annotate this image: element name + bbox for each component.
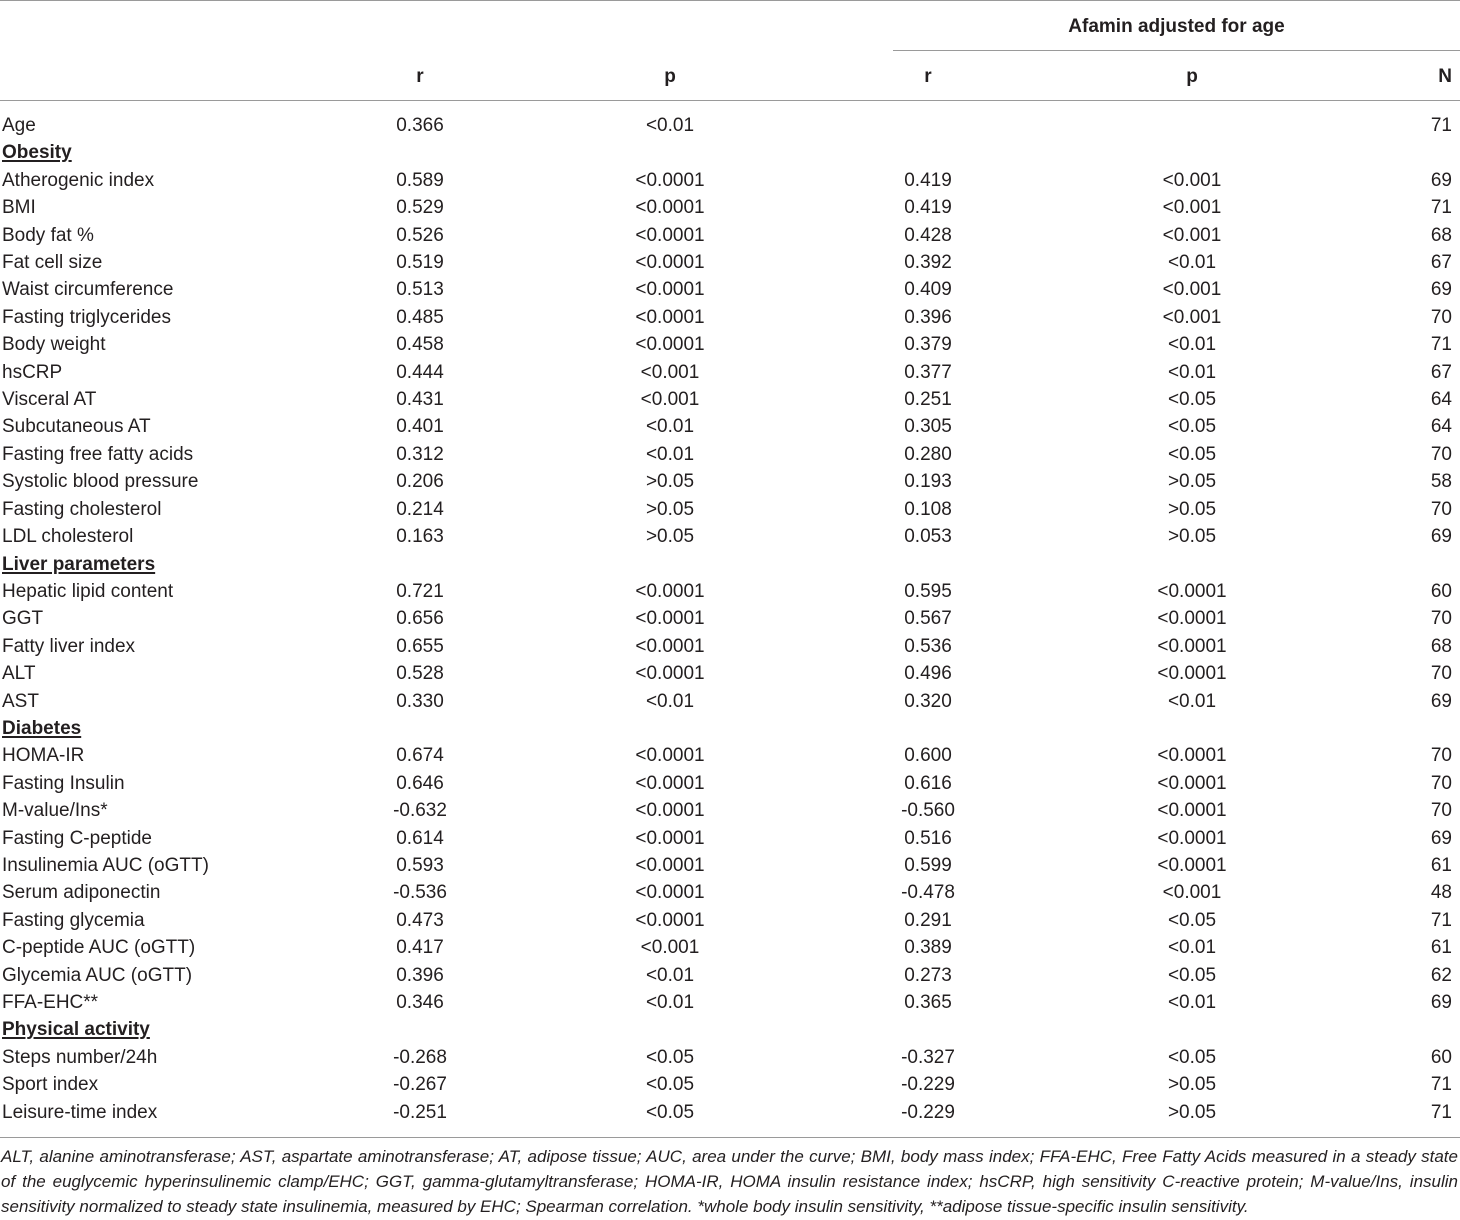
header-p: p xyxy=(664,66,676,87)
table-row xyxy=(0,660,1460,687)
r-adjusted-value: 0.536 xyxy=(904,635,952,657)
p-adjusted-value: <0.0001 xyxy=(1157,580,1227,602)
r-value: 0.674 xyxy=(396,745,444,767)
table-row xyxy=(0,468,1460,495)
r-value: 0.417 xyxy=(396,937,444,959)
table-row xyxy=(0,797,1460,824)
r-value: 0.366 xyxy=(396,115,444,136)
r-value: 0.473 xyxy=(396,909,444,931)
column-header-row xyxy=(0,63,1460,91)
table-body xyxy=(0,112,1460,1126)
r-adjusted-value: 0.280 xyxy=(904,443,952,465)
p-value: <0.01 xyxy=(645,992,695,1013)
row-label: Fasting Insulin xyxy=(2,772,125,794)
n-value: 71 xyxy=(1430,334,1452,356)
p-adjusted-value: <0.001 xyxy=(1162,169,1222,191)
r-value: 0.528 xyxy=(396,663,444,685)
n-value: 69 xyxy=(1430,690,1452,712)
n-value: 69 xyxy=(1430,992,1452,1013)
row-label: Fasting C-peptide xyxy=(2,827,152,849)
p-adjusted-value: <0.0001 xyxy=(1157,827,1227,849)
r-value: -0.251 xyxy=(393,1101,447,1123)
n-value: 69 xyxy=(1430,279,1452,301)
p-adjusted-value: <0.0001 xyxy=(1157,663,1227,685)
n-value: 68 xyxy=(1430,224,1452,246)
p-adjusted-value: <0.05 xyxy=(1167,389,1217,411)
p-adjusted-value xyxy=(1056,112,1328,139)
row-label: Fatty liver index xyxy=(2,635,136,657)
n-value: 69 xyxy=(1430,827,1452,849)
table-row xyxy=(0,331,1460,358)
p-value: <0.05 xyxy=(645,1101,695,1123)
r-value: -0.268 xyxy=(393,1046,447,1068)
row-label: Fasting cholesterol xyxy=(2,498,162,520)
n-value: 62 xyxy=(1430,964,1452,986)
p-value: >0.05 xyxy=(645,498,695,520)
p-adjusted-value: <0.01 xyxy=(1167,361,1217,383)
p-adjusted-value: <0.05 xyxy=(1167,964,1217,986)
table-bottom-rule xyxy=(0,1137,1460,1138)
n-value: 71 xyxy=(1430,909,1452,931)
row-label: Hepatic lipid content xyxy=(2,580,174,602)
n-value: 71 xyxy=(1430,1074,1452,1096)
table-row xyxy=(0,249,1460,276)
p-value: <0.0001 xyxy=(635,252,705,274)
r-adjusted-value: 0.389 xyxy=(904,937,952,959)
r-value: 0.346 xyxy=(396,992,444,1013)
table-row xyxy=(0,496,1460,523)
r-adjusted-value: 0.365 xyxy=(904,992,952,1013)
header-r: r xyxy=(416,66,424,87)
r-value: 0.444 xyxy=(396,361,444,383)
row-label: LDL cholesterol xyxy=(2,526,134,548)
p-value: <0.05 xyxy=(645,1074,695,1096)
p-adjusted-value: <0.001 xyxy=(1162,882,1222,904)
r-value: 0.519 xyxy=(396,252,444,274)
r-adjusted-value: 0.320 xyxy=(904,690,952,712)
p-value: <0.01 xyxy=(645,964,695,986)
p-value: <0.0001 xyxy=(635,279,705,301)
r-value: 0.431 xyxy=(396,389,444,411)
r-value: 0.721 xyxy=(396,580,444,602)
r-value: -0.536 xyxy=(393,882,447,904)
n-value: 68 xyxy=(1430,635,1452,657)
table-row xyxy=(0,962,1460,989)
table-row xyxy=(0,194,1460,221)
p-value: <0.0001 xyxy=(635,635,705,657)
r-adjusted-value: 0.108 xyxy=(904,498,952,520)
r-adjusted-value: 0.567 xyxy=(904,608,952,630)
p-value: <0.0001 xyxy=(635,197,705,219)
table-row xyxy=(0,907,1460,934)
r-value: 0.513 xyxy=(396,279,444,301)
r-adjusted-value: 0.616 xyxy=(904,772,952,794)
r-adjusted-value: 0.599 xyxy=(904,854,952,876)
row-label: Serum adiponectin xyxy=(2,882,161,904)
row-label: Insulinemia AUC (oGTT) xyxy=(2,854,209,876)
p-adjusted-value: <0.01 xyxy=(1167,252,1217,274)
n-value: 70 xyxy=(1430,663,1452,685)
p-value: <0.0001 xyxy=(635,334,705,356)
n-value: 71 xyxy=(1430,1101,1452,1123)
n-value: 70 xyxy=(1430,608,1452,630)
table-row xyxy=(0,1099,1460,1126)
n-value: 58 xyxy=(1430,471,1452,493)
header-n: N xyxy=(1438,66,1452,87)
n-value: 64 xyxy=(1430,416,1452,438)
n-value: 60 xyxy=(1430,1046,1452,1068)
n-value: 61 xyxy=(1430,854,1452,876)
n-value: 70 xyxy=(1430,498,1452,520)
table-row xyxy=(0,359,1460,386)
p-value: <0.0001 xyxy=(635,800,705,822)
n-value: 64 xyxy=(1430,389,1452,411)
row-label: C-peptide AUC (oGTT) xyxy=(2,937,196,959)
p-value: <0.0001 xyxy=(635,909,705,931)
r-adjusted-value: 0.291 xyxy=(904,909,952,931)
table-row xyxy=(0,825,1460,852)
section-title: Obesity xyxy=(2,142,72,164)
p-adjusted-value: >0.05 xyxy=(1167,1101,1217,1123)
row-label: Fasting glycemia xyxy=(2,909,145,931)
p-value: <0.001 xyxy=(640,389,700,411)
p-value: <0.0001 xyxy=(635,772,705,794)
row-label: BMI xyxy=(2,197,36,219)
r-adjusted-value: 0.600 xyxy=(904,745,952,767)
section-header-row xyxy=(0,139,1460,166)
row-label: FFA-EHC** xyxy=(2,992,99,1013)
r-value: 0.614 xyxy=(396,827,444,849)
r-value: 0.526 xyxy=(396,224,444,246)
p-value: <0.01 xyxy=(645,690,695,712)
p-adjusted-value: <0.05 xyxy=(1167,909,1217,931)
row-label: Steps number/24h xyxy=(2,1046,158,1068)
p-adjusted-value: <0.0001 xyxy=(1157,745,1227,767)
r-value: 0.206 xyxy=(396,471,444,493)
r-value: 0.593 xyxy=(396,854,444,876)
table-top-rule xyxy=(0,0,1460,1)
n-value: 70 xyxy=(1430,745,1452,767)
row-label: Body weight xyxy=(2,334,106,356)
p-value: <0.0001 xyxy=(635,580,705,602)
p-value: >0.05 xyxy=(645,526,695,548)
row-label: Visceral AT xyxy=(2,389,97,411)
n-value: 67 xyxy=(1430,361,1452,383)
header-bottom-rule xyxy=(0,100,1460,101)
p-adjusted-value: <0.05 xyxy=(1167,1046,1217,1068)
p-adjusted-value: <0.0001 xyxy=(1157,854,1227,876)
section-header-row xyxy=(0,715,1460,742)
n-value: 71 xyxy=(1430,115,1452,136)
p-adjusted-value: >0.05 xyxy=(1167,1074,1217,1096)
r-value: 0.214 xyxy=(396,498,444,520)
r-value: 0.396 xyxy=(396,964,444,986)
row-label: Fasting triglycerides xyxy=(2,306,171,328)
group-header-afamin-adjusted: Afamin adjusted for age xyxy=(893,12,1460,51)
p-adjusted-value: <0.0001 xyxy=(1157,800,1227,822)
n-value: 69 xyxy=(1430,526,1452,548)
row-label: GGT xyxy=(2,608,44,630)
r-adjusted-value: 0.377 xyxy=(904,361,952,383)
r-value: -0.632 xyxy=(393,800,447,822)
table-row xyxy=(0,770,1460,797)
table-row xyxy=(0,633,1460,660)
table-row xyxy=(0,852,1460,879)
p-value: <0.01 xyxy=(645,443,695,465)
p-value: <0.0001 xyxy=(635,663,705,685)
r-adjusted-value: 0.305 xyxy=(904,416,952,438)
p-value: <0.01 xyxy=(645,115,695,136)
row-label: Leisure-time index xyxy=(2,1101,158,1123)
p-value: <0.001 xyxy=(640,361,700,383)
r-value: 0.589 xyxy=(396,169,444,191)
r-value: 0.655 xyxy=(396,635,444,657)
table-row xyxy=(0,989,1460,1016)
p-adjusted-value: <0.01 xyxy=(1167,937,1217,959)
r-value: 0.401 xyxy=(396,416,444,438)
r-adjusted-value: 0.595 xyxy=(904,580,952,602)
p-value: <0.0001 xyxy=(635,306,705,328)
p-adjusted-value: <0.001 xyxy=(1162,306,1222,328)
table-row xyxy=(0,413,1460,440)
p-adjusted-value: <0.0001 xyxy=(1157,608,1227,630)
r-adjusted-value: 0.428 xyxy=(904,224,952,246)
p-value: <0.01 xyxy=(645,416,695,438)
row-label: M-value/Ins* xyxy=(2,800,108,822)
p-value: <0.0001 xyxy=(635,169,705,191)
p-value: <0.0001 xyxy=(635,608,705,630)
r-adjusted-value: -0.478 xyxy=(901,882,955,904)
row-label: AST xyxy=(2,690,39,712)
p-value: <0.0001 xyxy=(635,854,705,876)
r-adjusted-value: 0.053 xyxy=(904,526,952,548)
r-adjusted-value: -0.327 xyxy=(901,1046,955,1068)
row-label: Fat cell size xyxy=(2,252,103,274)
table-row xyxy=(0,386,1460,413)
row-label: HOMA-IR xyxy=(2,745,85,767)
table-footnote: ALT, alanine aminotransferase; AST, aspartate aminotransferase; AT, adipose tissue; AUC, area under the curve; BMI, body mass index; FFA-EHC, Free Fatty Acids measured in a steady state of the euglycemic hyperinsulinemic clamp/EHC; GGT, gamma-glutamyltransferase; HOMA-IR, HOMA insulin resistance index; hsCRP, high sensitivity C-reactive protein; M-value/Ins, insulin sensitivity normalized to steady state insulinemia, measured by EHC; Spearman correlation. *whole body insulin sensitivity, **adipose tissue-specific insulin sensitivity. xyxy=(1,1147,1458,1216)
p-adjusted-value: <0.01 xyxy=(1167,690,1217,712)
r-value: 0.163 xyxy=(396,526,444,548)
p-adjusted-value: >0.05 xyxy=(1167,498,1217,520)
r-value: 0.646 xyxy=(396,772,444,794)
table-row xyxy=(0,742,1460,769)
r-adjusted-value: 0.251 xyxy=(904,389,952,411)
table-row xyxy=(0,1071,1460,1098)
section-title: Liver parameters xyxy=(2,553,156,575)
row-label: Sport index xyxy=(2,1074,99,1096)
p-adjusted-value: <0.001 xyxy=(1162,279,1222,301)
r-adjusted-value: 0.273 xyxy=(904,964,952,986)
n-value: 71 xyxy=(1430,197,1452,219)
table-row xyxy=(0,222,1460,249)
row-label: Systolic blood pressure xyxy=(2,471,199,493)
row-label: Subcutaneous AT xyxy=(2,416,151,438)
table-row xyxy=(0,1044,1460,1071)
r-adjusted-value: 0.496 xyxy=(904,663,952,685)
n-value: 70 xyxy=(1430,443,1452,465)
r-value: -0.267 xyxy=(393,1074,447,1096)
r-adjusted-value: -0.229 xyxy=(901,1101,955,1123)
r-adjusted-value: 0.396 xyxy=(904,306,952,328)
r-adjusted-value: -0.560 xyxy=(901,800,955,822)
row-label: Waist circumference xyxy=(2,279,174,301)
row-label: Body fat % xyxy=(2,224,94,246)
row-label: Fasting free fatty acids xyxy=(2,443,194,465)
r-value: 0.485 xyxy=(396,306,444,328)
row-label: ALT xyxy=(2,663,36,685)
p-value: <0.0001 xyxy=(635,882,705,904)
n-value: 70 xyxy=(1430,800,1452,822)
header-label-column xyxy=(0,63,300,91)
p-adjusted-value: <0.001 xyxy=(1162,197,1222,219)
row-label: Age xyxy=(2,115,36,136)
table-row xyxy=(0,879,1460,906)
r-value: 0.312 xyxy=(396,443,444,465)
row-label: hsCRP xyxy=(2,361,63,383)
p-adjusted-value: <0.05 xyxy=(1167,443,1217,465)
table-row xyxy=(0,276,1460,303)
table-row xyxy=(0,578,1460,605)
p-adjusted-value: >0.05 xyxy=(1167,471,1217,493)
n-value: 67 xyxy=(1430,252,1452,274)
p-adjusted-value: <0.01 xyxy=(1167,992,1217,1013)
p-value: >0.05 xyxy=(645,471,695,493)
table-row xyxy=(0,112,1460,139)
r-adjusted-value: 0.392 xyxy=(904,252,952,274)
n-value: 60 xyxy=(1430,580,1452,602)
r-value: 0.458 xyxy=(396,334,444,356)
p-adjusted-value: <0.0001 xyxy=(1157,635,1227,657)
p-value: <0.001 xyxy=(640,937,700,959)
table-row xyxy=(0,934,1460,961)
p-value: <0.0001 xyxy=(635,224,705,246)
n-value: 48 xyxy=(1430,882,1452,904)
p-value: <0.0001 xyxy=(635,745,705,767)
r-value: 0.656 xyxy=(396,608,444,630)
p-value: <0.0001 xyxy=(635,827,705,849)
p-adjusted-value: <0.001 xyxy=(1162,224,1222,246)
table-row xyxy=(0,523,1460,550)
r-adjusted-value: 0.379 xyxy=(904,334,952,356)
p-adjusted-value: <0.01 xyxy=(1167,334,1217,356)
table-row xyxy=(0,167,1460,194)
row-label: Glycemia AUC (oGTT) xyxy=(2,964,193,986)
r-value: 0.529 xyxy=(396,197,444,219)
r-adjusted-value: 0.419 xyxy=(904,197,952,219)
r-adjusted-value: 0.193 xyxy=(904,471,952,493)
header-p-adjusted: p xyxy=(1186,66,1198,87)
table-row xyxy=(0,304,1460,331)
table-row xyxy=(0,605,1460,632)
section-header-row xyxy=(0,551,1460,578)
n-value: 70 xyxy=(1430,306,1452,328)
p-adjusted-value: >0.05 xyxy=(1167,526,1217,548)
row-label: Atherogenic index xyxy=(2,169,155,191)
r-adjusted-value: -0.229 xyxy=(901,1074,955,1096)
table-row xyxy=(0,688,1460,715)
header-r-adjusted: r xyxy=(924,66,932,87)
p-value: <0.05 xyxy=(645,1046,695,1068)
section-header-row xyxy=(0,1016,1460,1043)
r-adjusted-value: 0.419 xyxy=(904,169,952,191)
n-value: 61 xyxy=(1430,937,1452,959)
r-adjusted-value: 0.409 xyxy=(904,279,952,301)
p-adjusted-value: <0.05 xyxy=(1167,416,1217,438)
r-adjusted-value xyxy=(800,112,1056,139)
n-value: 69 xyxy=(1430,169,1452,191)
p-adjusted-value: <0.0001 xyxy=(1157,772,1227,794)
table-row xyxy=(0,441,1460,468)
r-value: 0.330 xyxy=(396,690,444,712)
section-title: Diabetes xyxy=(2,717,82,739)
section-title: Physical activity xyxy=(2,1019,150,1041)
r-adjusted-value: 0.516 xyxy=(904,827,952,849)
n-value: 70 xyxy=(1430,772,1452,794)
